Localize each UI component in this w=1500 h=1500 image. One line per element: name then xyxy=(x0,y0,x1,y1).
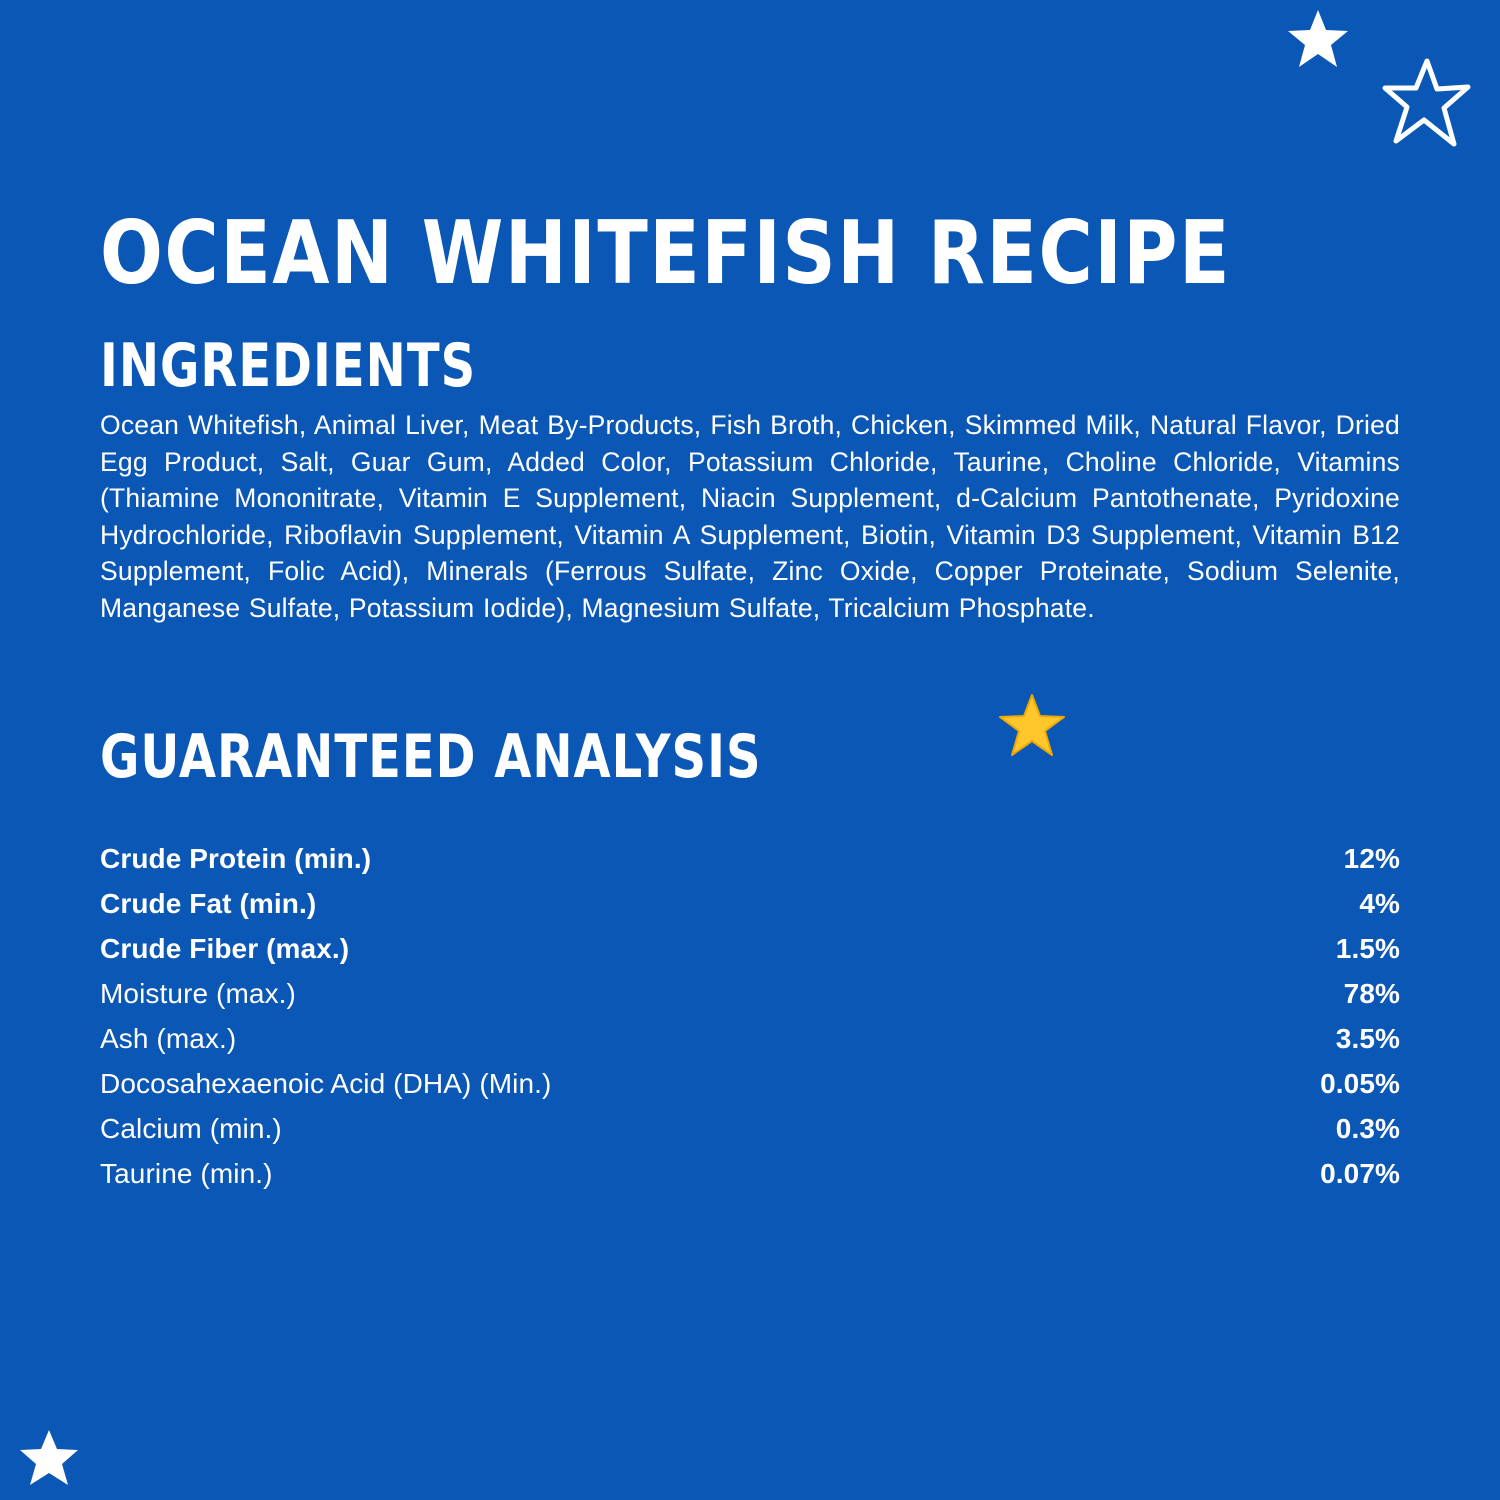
analysis-row xyxy=(100,926,1400,971)
analysis-nutrient-value: 0.3% xyxy=(1335,1112,1400,1144)
analysis-nutrient-label: Moisture (max.) xyxy=(100,977,296,1009)
analysis-row xyxy=(100,1016,1400,1061)
guaranteed-analysis-section xyxy=(100,722,1400,1196)
guaranteed-analysis-list xyxy=(100,778,1400,1196)
analysis-row xyxy=(100,1061,1400,1106)
analysis-row xyxy=(100,1151,1400,1196)
analysis-nutrient-value: 3.5% xyxy=(1335,1022,1400,1054)
analysis-nutrient-label: Calcium (min.) xyxy=(100,1112,282,1144)
analysis-nutrient-label: Docosahexaenoic Acid (DHA) (Min.) xyxy=(100,1067,552,1099)
analysis-row xyxy=(100,881,1400,926)
guaranteed-analysis-heading: GUARANTEED ANALYSIS xyxy=(100,722,762,792)
analysis-nutrient-value: 1.5% xyxy=(1335,932,1400,964)
analysis-nutrient-value: 78% xyxy=(1343,977,1400,1009)
analysis-row xyxy=(100,836,1400,881)
analysis-nutrient-value: 12% xyxy=(1343,842,1400,874)
page-title: OCEAN WHITEFISH RECIPE xyxy=(100,202,1232,305)
analysis-nutrient-label: Crude Fat (min.) xyxy=(100,887,317,919)
analysis-nutrient-label: Ash (max.) xyxy=(100,1022,237,1054)
analysis-row xyxy=(100,1106,1400,1151)
ingredients-text: Ocean Whitefish, Animal Liver, Meat By-Products, Fish Broth, Chicken, Skimmed Milk, Natural Flavor, Dried Egg Product, Salt, Guar Gum, Added Color, Potassium Chloride, Taurine, Choline Chloride, Vitamins (Thiamine Mononitrate, Vitamin E Supplement, Niacin Supplement, d-Calcium Pantothenate, Pyridoxine Hydrochloride, Riboflavin Supplement, Vitamin A Supplement, Biotin, Vitamin D3 Supplement, Vitamin B12 Supplement, Folic Acid), Minerals (Ferrous Sulfate, Zinc Oxide, Copper Proteinate, Sodium Selenite, Manganese Sulfate, Potassium Iodide), Magnesium Sulfate, Tricalcium Phosphate. xyxy=(100,410,1400,623)
star-icon-bottom-left-solid xyxy=(18,1428,80,1488)
analysis-nutrient-value: 0.07% xyxy=(1320,1157,1400,1189)
ingredients-heading: INGREDIENTS xyxy=(100,330,477,401)
analysis-nutrient-label: Crude Fiber (max.) xyxy=(100,932,350,964)
analysis-row xyxy=(100,971,1400,1016)
analysis-nutrient-value: 0.05% xyxy=(1320,1067,1400,1099)
analysis-nutrient-label: Crude Protein (min.) xyxy=(100,842,372,874)
analysis-nutrient-value: 4% xyxy=(1359,887,1400,919)
analysis-nutrient-label: Taurine (min.) xyxy=(100,1157,273,1189)
